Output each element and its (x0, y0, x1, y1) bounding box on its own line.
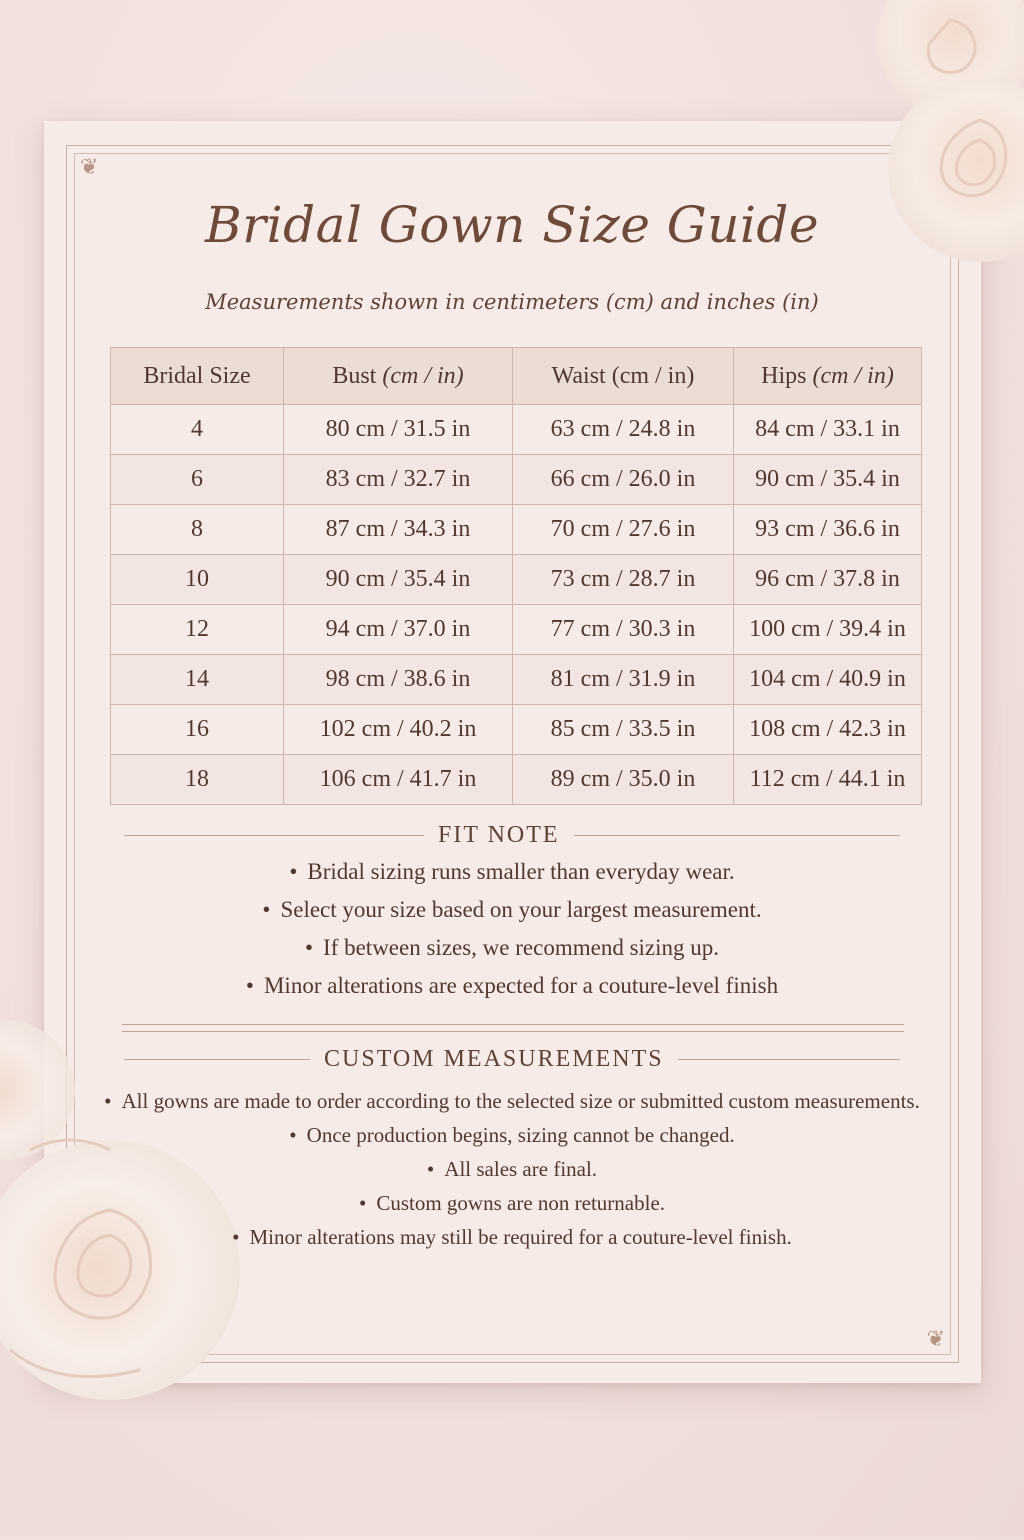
list-item: • All gowns are made to order according to the selected size or submitted custom measurements. (90, 1086, 934, 1117)
column-header-waist: Waist (cm / in) (513, 348, 734, 405)
list-item: • All sales are final. (90, 1154, 934, 1185)
column-header-bust: Bust (cm / in) (284, 348, 513, 405)
cell-size: 16 (111, 705, 284, 755)
cell-size: 14 (111, 655, 284, 705)
cell-hips: 100 cm / 39.4 in (734, 605, 922, 655)
table-row (111, 555, 922, 605)
cell-waist: 73 cm / 28.7 in (513, 555, 734, 605)
cell-waist: 77 cm / 30.3 in (513, 605, 734, 655)
cell-bust: 94 cm / 37.0 in (284, 605, 513, 655)
table-row (111, 505, 922, 555)
cell-bust: 87 cm / 34.3 in (284, 505, 513, 555)
flourish-corner-icon: ❦ (926, 1327, 945, 1352)
list-item: • Custom gowns are non returnable. (90, 1188, 934, 1219)
fit-note-list (90, 853, 934, 1005)
cell-waist: 66 cm / 26.0 in (513, 455, 734, 505)
cell-size: 12 (111, 605, 284, 655)
custom-measurements-heading (124, 1046, 900, 1073)
table-row (111, 455, 922, 505)
cell-hips: 96 cm / 37.8 in (734, 555, 922, 605)
list-item: • If between sizes, we recommend sizing up. (90, 929, 934, 967)
cell-bust: 80 cm / 31.5 in (284, 405, 513, 455)
column-header-size: Bridal Size (111, 348, 284, 405)
cell-bust: 90 cm / 35.4 in (284, 555, 513, 605)
cell-hips: 84 cm / 33.1 in (734, 405, 922, 455)
cell-size: 6 (111, 455, 284, 505)
divider (124, 1059, 310, 1060)
cell-waist: 70 cm / 27.6 in (513, 505, 734, 555)
cell-waist: 63 cm / 24.8 in (513, 405, 734, 455)
table-row (111, 655, 922, 705)
cell-size: 10 (111, 555, 284, 605)
cell-bust: 98 cm / 38.6 in (284, 655, 513, 705)
cell-bust: 102 cm / 40.2 in (284, 705, 513, 755)
subtitle: Measurements shown in centimeters (cm) and inches (in) (205, 290, 819, 314)
divider (124, 835, 424, 836)
list-item: • Once production begins, sizing cannot be changed. (90, 1120, 934, 1151)
cell-waist: 85 cm / 33.5 in (513, 705, 734, 755)
cell-waist: 81 cm / 31.9 in (513, 655, 734, 705)
table-row (111, 755, 922, 805)
cell-hips: 108 cm / 42.3 in (734, 705, 922, 755)
cell-bust: 83 cm / 32.7 in (284, 455, 513, 505)
cell-size: 8 (111, 505, 284, 555)
custom-measurements-title: CUSTOM MEASUREMENTS (324, 1046, 664, 1072)
list-item: • Minor alterations are expected for a couture-level finish (90, 967, 934, 1005)
flourish-corner-icon: ❦ (80, 155, 99, 180)
fit-note-heading (124, 822, 900, 849)
double-divider (122, 1024, 904, 1032)
cell-size: 18 (111, 755, 284, 805)
cell-hips: 90 cm / 35.4 in (734, 455, 922, 505)
cell-hips: 104 cm / 40.9 in (734, 655, 922, 705)
page-title: Bridal Gown Size Guide (204, 196, 820, 254)
cell-size: 4 (111, 405, 284, 455)
table-row (111, 705, 922, 755)
custom-measurements-list (90, 1086, 934, 1256)
cell-waist: 89 cm / 35.0 in (513, 755, 734, 805)
cell-hips: 112 cm / 44.1 in (734, 755, 922, 805)
table-row (111, 605, 922, 655)
cell-hips: 93 cm / 36.6 in (734, 505, 922, 555)
table-header-row (111, 348, 922, 405)
fit-note-title: FIT NOTE (438, 822, 560, 848)
divider (574, 835, 900, 836)
list-item: • Bridal sizing runs smaller than everyday wear. (90, 853, 934, 891)
cell-bust: 106 cm / 41.7 in (284, 755, 513, 805)
table-row (111, 405, 922, 455)
column-header-hips: Hips (cm / in) (734, 348, 922, 405)
list-item: • Minor alterations may still be required for a couture-level finish. (90, 1222, 934, 1253)
size-table (110, 347, 922, 805)
divider (678, 1059, 900, 1060)
list-item: • Select your size based on your largest measurement. (90, 891, 934, 929)
